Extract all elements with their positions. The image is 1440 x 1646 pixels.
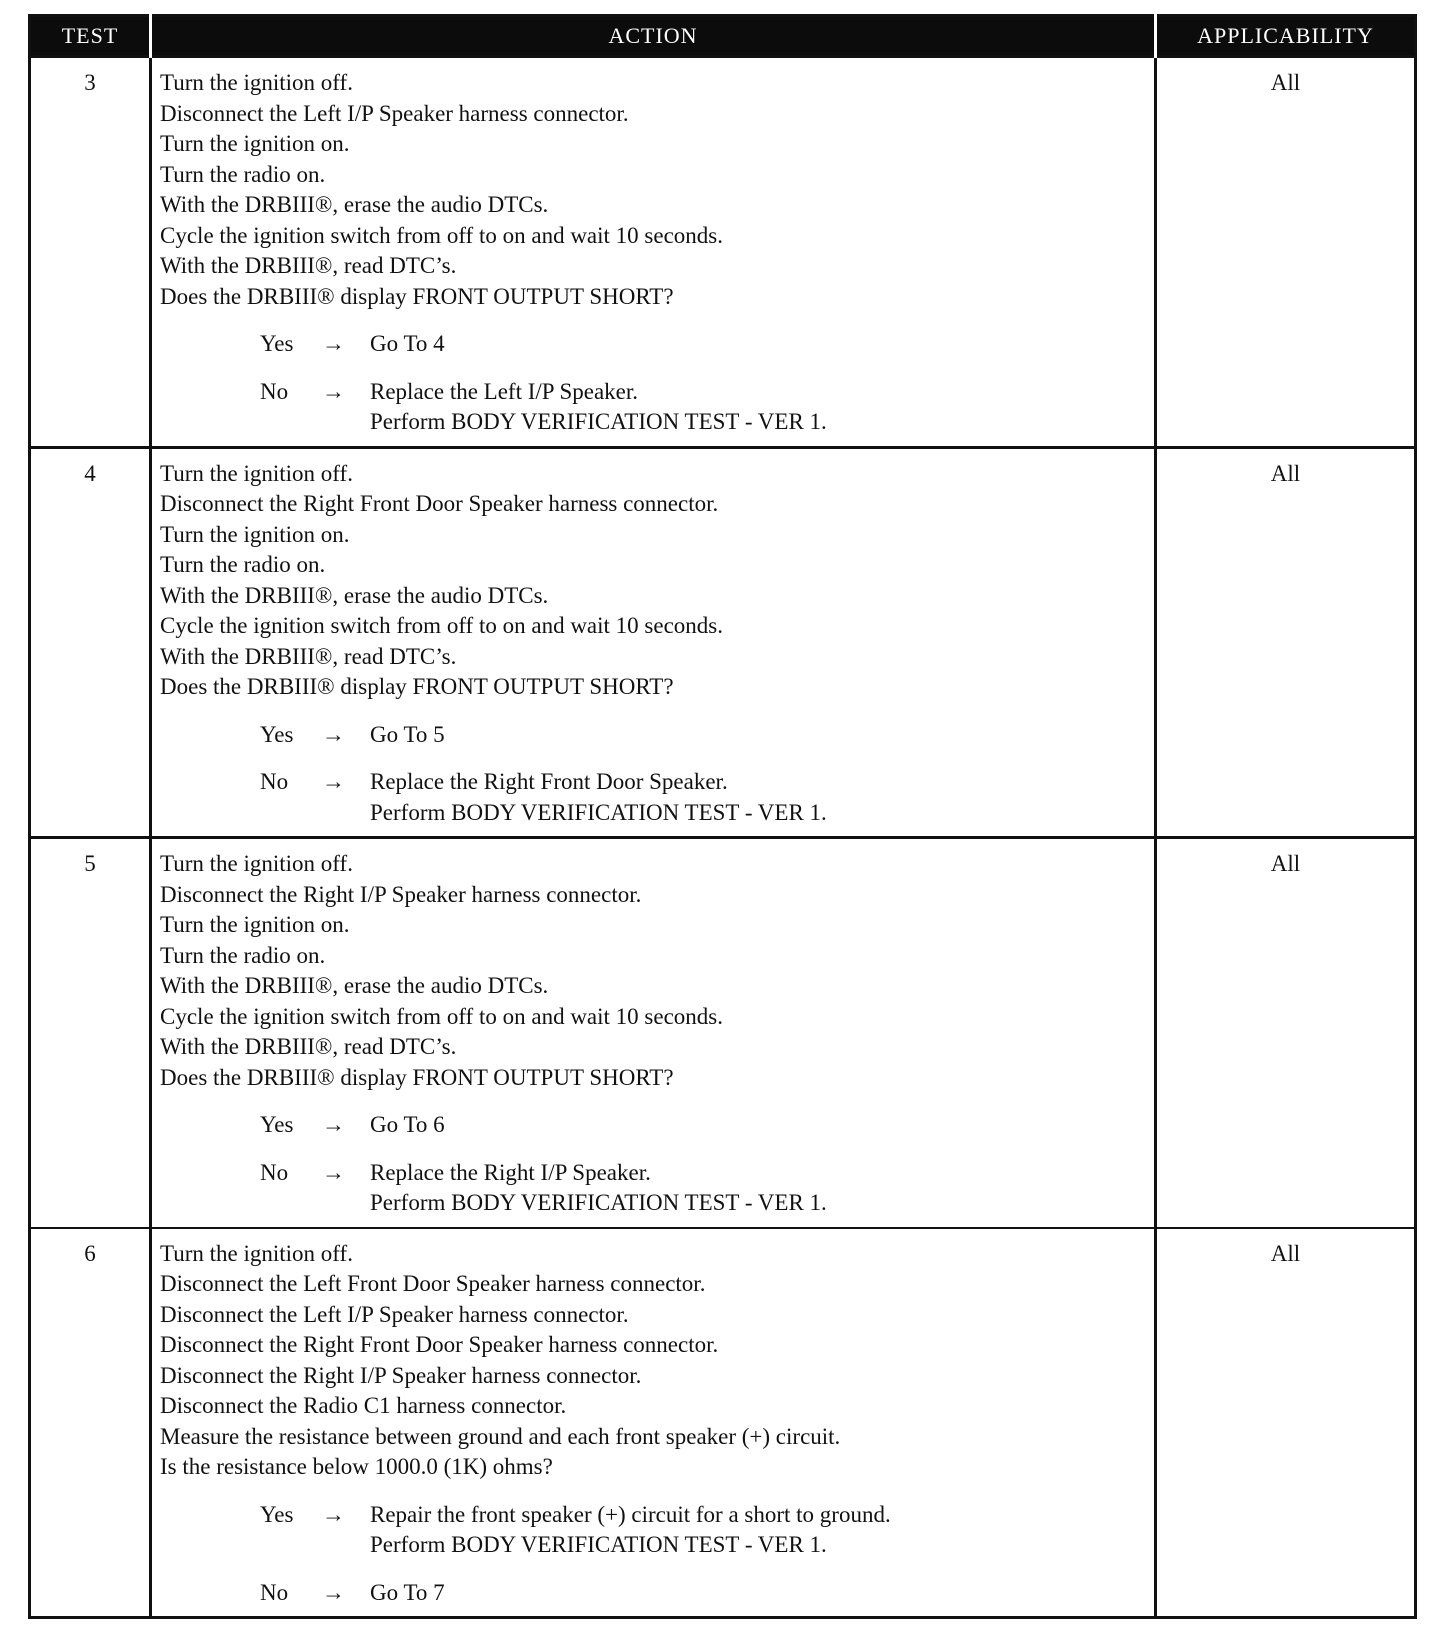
branch-label: Yes xyxy=(260,331,294,356)
action-step: Cycle the ignition switch from off to on and wait 10 seconds. xyxy=(160,1003,723,1029)
header-action: ACTION xyxy=(151,16,1156,57)
action-step: Disconnect the Radio C1 harness connector. xyxy=(160,1393,567,1418)
action-step: With the DRBIII®, read DTC’s. xyxy=(160,253,457,278)
action-cell xyxy=(151,447,1156,838)
branch-result-line: Go To 6 xyxy=(370,1112,445,1137)
test-number: 5 xyxy=(30,838,151,1228)
action-step: Is the resistance below 1000.0 (1K) ohms? xyxy=(160,1454,553,1479)
action-step: Disconnect the Left I/P Speaker harness connector. xyxy=(160,100,629,126)
branch-yes xyxy=(160,720,1154,751)
branch-label: Yes xyxy=(260,1501,294,1527)
branch-result xyxy=(370,1578,445,1609)
branch-result-line: Go To 7 xyxy=(370,1579,445,1605)
branch-result-line: Go To 5 xyxy=(370,721,445,747)
test-number: 6 xyxy=(30,1228,151,1618)
action-step: Turn the ignition off. xyxy=(160,851,353,876)
action-step: With the DRBIII®, erase the audio DTCs. xyxy=(160,192,549,217)
action-step: Turn the ignition on. xyxy=(160,521,350,547)
branch-result-line: Perform BODY VERIFICATION TEST - VER 1. xyxy=(370,1532,827,1557)
action-step: Disconnect the Right I/P Speaker harness connector. xyxy=(160,881,642,907)
action-cell xyxy=(151,1228,1156,1618)
action-step: Disconnect the Right Front Door Speaker harness connector. xyxy=(160,491,719,516)
action-step: Disconnect the Right Front Door Speaker harness connector. xyxy=(160,1332,719,1357)
branch-result xyxy=(370,1158,827,1219)
branch-result xyxy=(370,377,827,438)
branch-yes xyxy=(160,1500,1154,1561)
table-row xyxy=(30,447,1416,838)
action-cell xyxy=(151,57,1156,448)
branch-result-line: Replace the Right Front Door Speaker. xyxy=(370,769,728,794)
test-number: 4 xyxy=(30,447,151,838)
branch-label: No xyxy=(260,1159,289,1185)
arrow-right-icon: → xyxy=(322,1112,345,1137)
action-step: Turn the ignition on. xyxy=(160,912,350,937)
action-step: Turn the ignition off. xyxy=(160,1240,353,1266)
branch-result xyxy=(370,329,445,360)
branch-result xyxy=(370,767,827,828)
table-row xyxy=(30,57,1416,448)
table-row xyxy=(30,838,1416,1228)
branch-result-line: Replace the Left I/P Speaker. xyxy=(370,378,639,404)
arrow-right-icon: → xyxy=(322,769,345,794)
action-step: Disconnect the Left Front Door Speaker harness connector. xyxy=(160,1271,706,1296)
action-step: Turn the ignition off. xyxy=(160,460,353,486)
action-step: With the DRBIII®, erase the audio DTCs. xyxy=(160,582,549,608)
branch-label: Yes xyxy=(260,1112,294,1137)
branch-result-line: Perform BODY VERIFICATION TEST - VER 1. xyxy=(370,409,827,434)
branch-yes xyxy=(160,329,1154,360)
branch-no xyxy=(160,377,1154,438)
diagnostic-test-table xyxy=(28,14,1417,1619)
test-number: 3 xyxy=(30,57,151,448)
branch-no xyxy=(160,1578,1154,1609)
table-body xyxy=(30,57,1416,1618)
action-step: Does the DRBIII® display FRONT OUTPUT SHORT? xyxy=(160,283,674,309)
action-step: Turn the radio on. xyxy=(160,552,326,577)
branch-label: No xyxy=(260,378,289,404)
arrow-right-icon: → xyxy=(322,1579,345,1605)
branch-result xyxy=(370,720,445,751)
action-step: Turn the radio on. xyxy=(160,942,326,968)
header-applicability: APPLICABILITY xyxy=(1156,16,1416,57)
branch-list xyxy=(160,1110,1154,1219)
action-step: With the DRBIII®, read DTC’s. xyxy=(160,1034,457,1059)
action-cell xyxy=(151,838,1156,1228)
action-step: Does the DRBIII® display FRONT OUTPUT SHORT? xyxy=(160,1064,674,1090)
applicability-value: All xyxy=(1156,447,1416,838)
branch-no xyxy=(160,1158,1154,1219)
branch-result xyxy=(370,1500,891,1561)
applicability-value: All xyxy=(1156,57,1416,448)
branch-result-line: Repair the front speaker (+) circuit for a short to ground. xyxy=(370,1501,891,1527)
arrow-right-icon: → xyxy=(322,721,345,747)
action-step: Cycle the ignition switch from off to on and wait 10 seconds. xyxy=(160,613,723,638)
applicability-value: All xyxy=(1156,1228,1416,1618)
action-step: Measure the resistance between ground and each front speaker (+) circuit. xyxy=(160,1423,841,1449)
action-step: Does the DRBIII® display FRONT OUTPUT SHORT? xyxy=(160,674,674,699)
arrow-right-icon: → xyxy=(322,1159,345,1185)
action-step: Turn the ignition on. xyxy=(160,131,350,156)
branch-label: No xyxy=(260,1579,289,1605)
action-step: Disconnect the Right I/P Speaker harness connector. xyxy=(160,1362,642,1388)
branch-result-line: Perform BODY VERIFICATION TEST - VER 1. xyxy=(370,799,827,825)
action-step: Disconnect the Left I/P Speaker harness connector. xyxy=(160,1301,629,1327)
table-row xyxy=(30,1228,1416,1618)
arrow-right-icon: → xyxy=(322,1501,345,1527)
applicability-value: All xyxy=(1156,838,1416,1228)
action-step: With the DRBIII®, erase the audio DTCs. xyxy=(160,973,549,998)
branch-label: Yes xyxy=(260,721,294,747)
arrow-right-icon: → xyxy=(322,378,345,404)
action-step: Turn the ignition off. xyxy=(160,70,353,95)
branch-result-line: Replace the Right I/P Speaker. xyxy=(370,1159,651,1185)
action-step: With the DRBIII®, read DTC’s. xyxy=(160,643,457,669)
branch-list xyxy=(160,1500,1154,1609)
branch-list xyxy=(160,720,1154,829)
branch-no xyxy=(160,767,1154,828)
table-header xyxy=(30,16,1416,57)
branch-result-line: Go To 4 xyxy=(370,331,445,356)
action-step: Cycle the ignition switch from off to on and wait 10 seconds. xyxy=(160,222,723,248)
branch-list xyxy=(160,329,1154,438)
header-row xyxy=(30,16,1416,57)
branch-label: No xyxy=(260,769,289,794)
arrow-right-icon: → xyxy=(322,331,345,356)
branch-yes xyxy=(160,1110,1154,1141)
action-step: Turn the radio on. xyxy=(160,161,326,187)
header-test: TEST xyxy=(30,16,151,57)
branch-result xyxy=(370,1110,445,1141)
branch-result-line: Perform BODY VERIFICATION TEST - VER 1. xyxy=(370,1190,827,1215)
